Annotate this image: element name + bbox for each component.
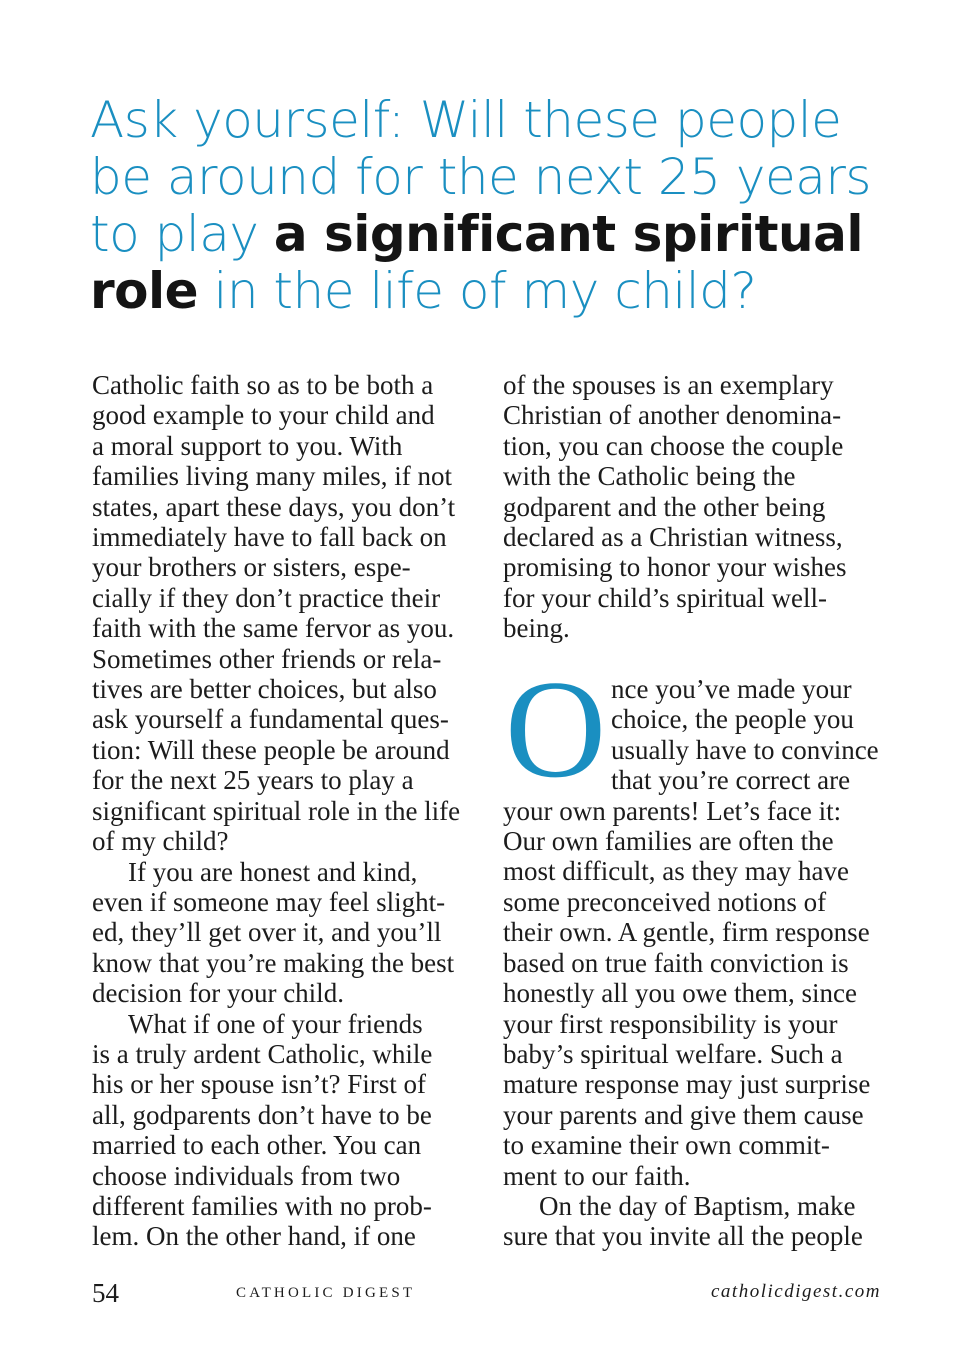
text-line: significant spiritual role in the life <box>92 795 461 826</box>
text-line: Sometimes other friends or rela- <box>92 643 442 674</box>
text-line: lem. On the other hand, if one <box>92 1221 416 1252</box>
website-url: catholicdigest.com <box>711 1281 881 1302</box>
pull-quote-line: be around for the next 25 years <box>90 148 871 206</box>
text-line: tives are better choices, but also <box>92 674 437 705</box>
text-line: your own parents! Let’s face it: <box>503 795 842 826</box>
text-line: families living many miles, if not <box>92 461 452 492</box>
text-line: to examine their own commit- <box>503 1130 830 1161</box>
text-line: ed, they’ll get over it, and you’ll <box>92 917 442 948</box>
page-number: 54 <box>92 1278 119 1308</box>
text-line: nce you’ve made your <box>611 674 852 705</box>
text-line: Christian of another denomina- <box>503 400 842 431</box>
text-line: for the next 25 years to play a <box>92 765 414 796</box>
text-line: tion: Will these people be around <box>92 734 450 765</box>
text-line: ment to our faith. <box>503 1160 691 1191</box>
text-line: baby’s spiritual welfare. Such a <box>503 1038 843 1069</box>
text-line: godparent and the other being <box>503 491 826 522</box>
text-line: for your child’s spiritual well- <box>503 582 827 613</box>
text-line: a moral support to you. With <box>92 430 403 461</box>
text-line: ask yourself a fundamental ques- <box>92 704 449 735</box>
text-line: some preconceived notions of <box>503 886 827 917</box>
text-line: of my child? <box>92 826 229 857</box>
text-line: that you’re correct are <box>611 765 851 796</box>
paragraph-start-line: What if one of your friends <box>128 1008 423 1039</box>
text-line: with the Catholic being the <box>503 461 796 492</box>
left-column <box>92 370 482 1252</box>
text-line: immediately have to fall back on <box>92 522 447 553</box>
text-line: all, godparents don’t have to be <box>92 1099 432 1130</box>
text-line: Our own families are often the <box>503 826 834 857</box>
text-line: different families with no prob- <box>92 1190 432 1221</box>
pull-quote-emphasis: role <box>90 262 199 320</box>
text-line: know that you’re making the best <box>92 947 455 978</box>
text-line: Catholic faith so as to be both a <box>92 370 434 400</box>
text-line: cially if they don’t practice their <box>92 582 441 613</box>
pull-quote <box>90 92 880 320</box>
text-line: your first responsibility is your <box>503 1008 838 1039</box>
paragraph-start-line: If you are honest and kind, <box>128 856 418 887</box>
text-line: most difficult, as they may have <box>503 856 849 887</box>
text-line: states, apart these days, you don’t <box>92 491 456 522</box>
text-line: decision for your child. <box>92 978 344 1009</box>
text-line: choose individuals from two <box>92 1160 401 1191</box>
paragraph-start-line: On the day of Baptism, make <box>539 1190 856 1221</box>
pull-quote-emphasis: a significant spiritual <box>273 205 863 263</box>
text-line: choice, the people you <box>611 704 854 735</box>
text-line: even if someone may feel slight- <box>92 886 446 917</box>
pull-quote-text: to play <box>90 205 274 263</box>
right-column <box>503 370 893 1252</box>
text-line: usually have to convince <box>611 734 879 765</box>
text-line: declared as a Christian witness, <box>503 522 843 553</box>
text-line: promising to honor your wishes <box>503 552 847 583</box>
text-line: his or her spouse isn’t? First of <box>92 1069 426 1100</box>
text-line: your brothers or sisters, espe- <box>92 552 411 583</box>
text-line: honestly all you owe them, since <box>503 978 857 1009</box>
text-line: of the spouses is an exemplary <box>503 370 834 400</box>
magazine-name: CATHOLIC DIGEST <box>236 1285 416 1301</box>
pull-quote-text: in the life of my child? <box>198 262 757 320</box>
text-line: sure that you invite all the people <box>503 1221 863 1252</box>
text-line: their own. A gentle, firm response <box>503 917 870 948</box>
text-line: your parents and give them cause <box>503 1099 864 1130</box>
text-line: is a truly ardent Catholic, while <box>92 1038 433 1069</box>
pull-quote-line <box>90 206 880 263</box>
drop-cap: O <box>505 652 607 808</box>
text-line: faith with the same fervor as you. <box>92 613 455 644</box>
text-line: tion, you can choose the couple <box>503 430 844 461</box>
pull-quote-line <box>90 263 880 320</box>
text-line: good example to your child and <box>92 400 435 431</box>
text-line: being. <box>503 613 570 644</box>
text-line: mature response may just surprise <box>503 1069 871 1100</box>
drop-cap-paragraph <box>503 652 893 808</box>
text-line: married to each other. You can <box>92 1130 422 1161</box>
text-line: based on true faith conviction is <box>503 947 849 978</box>
page-footer <box>0 1278 960 1318</box>
pull-quote-line: Ask yourself: Will these people <box>90 91 842 149</box>
